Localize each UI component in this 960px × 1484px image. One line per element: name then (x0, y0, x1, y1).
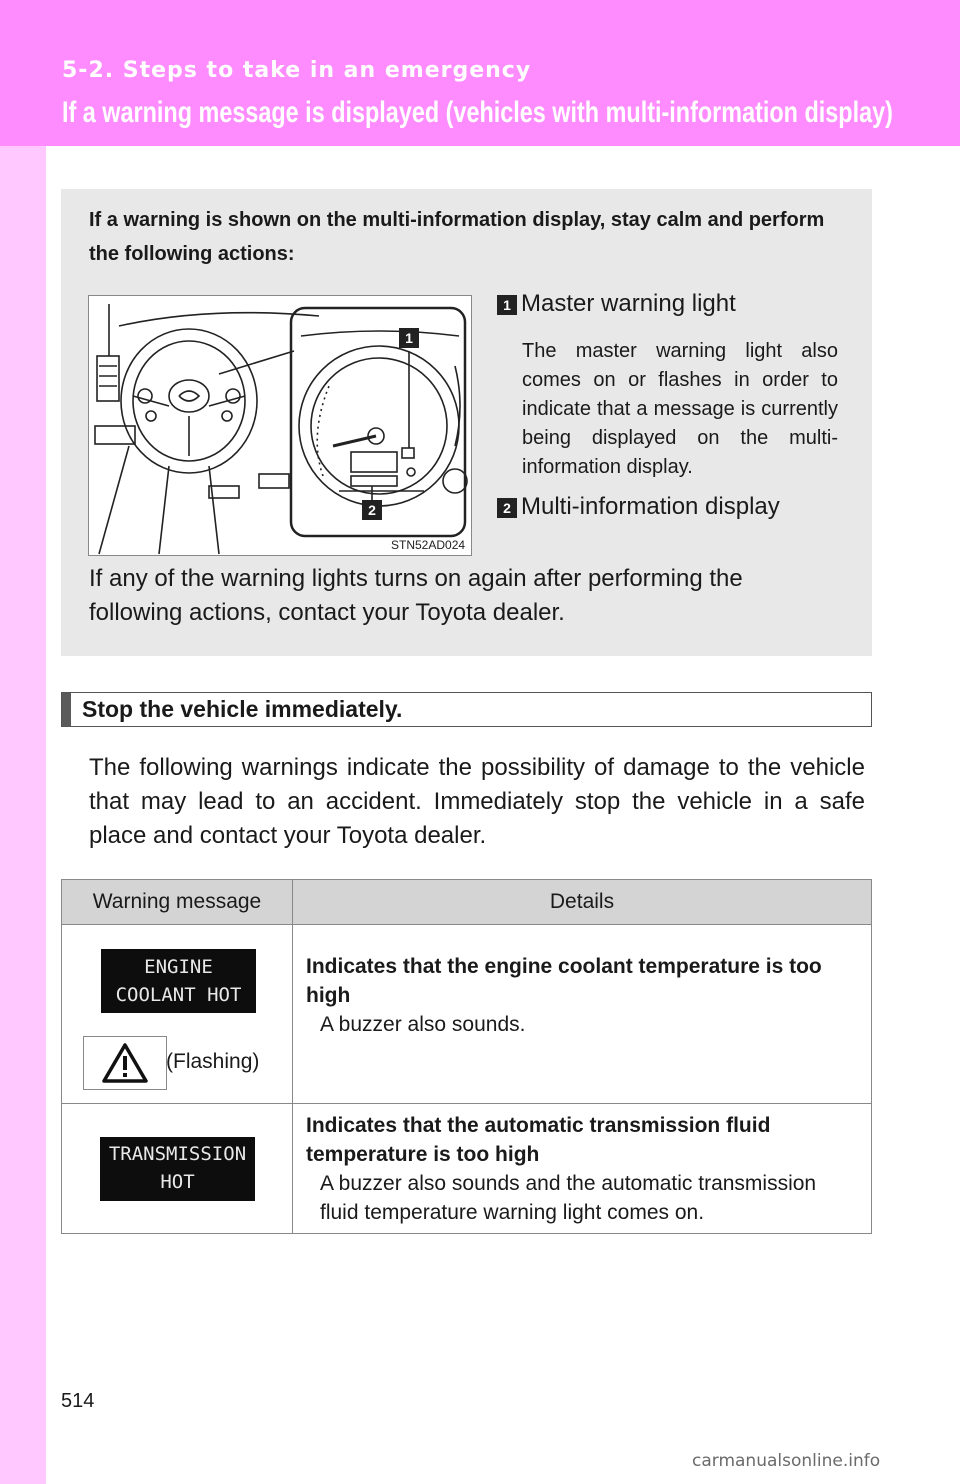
illustration-code: STN52AD024 (391, 538, 466, 552)
detail-text: A buzzer also sounds and the automatic transmission fluid temperature warning light comes on. (320, 1171, 817, 1224)
lcd-line: TRANSMISSION (108, 1142, 247, 1165)
watermark: carmanualsonline.info (692, 1451, 881, 1471)
dashboard-drawing (89, 296, 471, 555)
table-header-row (62, 880, 872, 925)
detail-title: Indicates that the engine coolant temperature is too high (306, 954, 822, 1007)
step-heading: Stop the vehicle immediately. (82, 696, 403, 722)
details-cell (293, 1104, 872, 1234)
lcd-line: ENGINE (144, 956, 213, 978)
page-header (0, 0, 960, 146)
warning-table (61, 879, 872, 1234)
callout-label: Master warning light (521, 290, 736, 317)
intro-lead: If a warning is shown on the multi-information display, stay calm and perform the following actions: (89, 209, 825, 265)
detail-title: Indicates that the automatic transmission fluid temperature is too high (306, 1113, 771, 1166)
callout-number: 1 (497, 295, 517, 315)
warning-message-cell (62, 1104, 293, 1234)
svg-text:1: 1 (405, 330, 413, 346)
step-body: The following warnings indicate the possibility of damage to the vehicle that may lead to an accident. Immediately stop the vehicle in a safe place and contact your Toyota dealer. (89, 754, 865, 849)
table-row (62, 1104, 872, 1234)
dashboard-illustration (88, 295, 472, 556)
column-header: Details (293, 880, 872, 925)
callout-multi-information-display (497, 493, 780, 521)
warning-message-cell (62, 925, 293, 1104)
table-row (62, 925, 872, 1104)
lcd-line: HOT (160, 1170, 195, 1193)
intro-tail: If any of the warning lights turns on again after performing the following actions, contact your Toyota dealer. (89, 565, 743, 626)
step-heading-box (61, 692, 872, 727)
detail-text: A buzzer also sounds. (320, 1012, 526, 1036)
callout-description: The master warning light also comes on or flashes in order to indicate that a message is currently being displayed on the multi-information display. (522, 340, 838, 478)
lcd-message (100, 1137, 255, 1201)
details-cell (293, 925, 872, 1104)
lcd-message (101, 949, 256, 1013)
column-header: Warning message (62, 880, 293, 925)
page-title: If a warning message is displayed (vehicles with multi-information display) (62, 96, 893, 129)
flashing-note: (Flashing) (166, 1050, 260, 1073)
callout-master-warning-light (497, 290, 736, 318)
callout-label: Multi-information display (521, 493, 780, 520)
lcd-line: COOLANT HOT (115, 984, 242, 1006)
page-number: 514 (61, 1390, 95, 1412)
callout-number: 2 (497, 498, 517, 518)
warning-triangle-icon (83, 1036, 167, 1090)
side-margin-band (0, 0, 46, 1484)
section-label: 5-2. Steps to take in an emergency (62, 58, 532, 83)
svg-text:2: 2 (368, 502, 376, 518)
heading-accent-bar (62, 693, 71, 726)
